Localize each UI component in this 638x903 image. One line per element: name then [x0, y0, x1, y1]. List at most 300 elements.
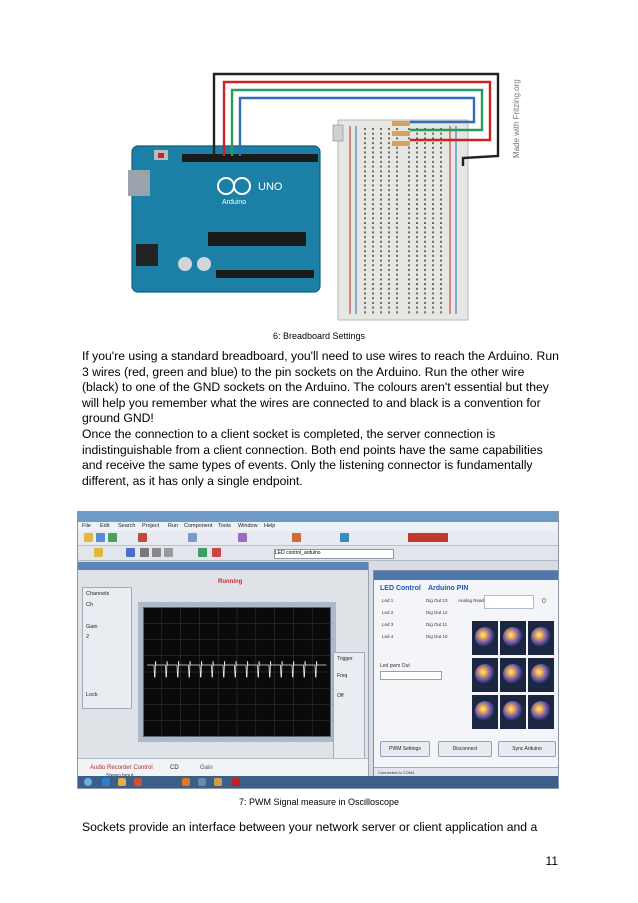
breadboard-hole [364, 128, 366, 130]
breadboard-hole [396, 264, 398, 266]
breadboard-hole [408, 302, 410, 304]
breadboard-hole [388, 161, 390, 163]
breadboard-hole [372, 137, 374, 139]
board-label-uno: UNO [258, 181, 283, 193]
pin-label-4: Dig Out 10 [426, 634, 448, 639]
breadboard-hole [424, 311, 426, 313]
led-control-heading: LED Control [380, 585, 421, 592]
stop-icon[interactable] [138, 533, 147, 542]
breadboard-hole [388, 217, 390, 219]
breadboard-hole [388, 147, 390, 149]
breadboard-hole [380, 288, 382, 290]
pdf-icon[interactable] [232, 778, 240, 786]
breadboard-hole [408, 128, 410, 130]
breadboard-hole [364, 152, 366, 154]
breadboard-hole [408, 184, 410, 186]
breadboard-hole [364, 307, 366, 309]
led-thumbnail [528, 695, 554, 729]
breadboard-hole [388, 236, 390, 238]
breadboard-hole [408, 152, 410, 154]
breadboard-hole [372, 260, 374, 262]
breadboard-hole [396, 288, 398, 290]
breadboard-hole [364, 302, 366, 304]
breadboard-hole [372, 208, 374, 210]
led-row-2[interactable]: Led 2 [382, 610, 394, 615]
breadboard-hole [416, 278, 418, 280]
ide-taskbar-icon[interactable] [214, 778, 222, 786]
lock-checkbox[interactable]: Lock [86, 692, 98, 698]
breadboard-hole [424, 231, 426, 233]
breadboard-hole [388, 194, 390, 196]
breadboard-hole [440, 133, 442, 135]
breadboard-hole [380, 302, 382, 304]
figure2-caption: 7: PWM Signal measure in Oscilloscope [238, 797, 400, 807]
breadboard-hole [380, 208, 382, 210]
breadboard-hole [388, 297, 390, 299]
analog-read-field [484, 595, 534, 609]
breadboard-hole [372, 250, 374, 252]
menu-file[interactable]: File [82, 523, 91, 529]
sync-arduino-button[interactable]: Sync Arduino [498, 741, 556, 757]
breadboard-hole [408, 283, 410, 285]
breadboard-hole [372, 288, 374, 290]
breadboard-hole [372, 246, 374, 248]
breadboard-hole [372, 264, 374, 266]
breadboard-hole [388, 222, 390, 224]
breadboard-hole [424, 241, 426, 243]
breadboard-hole [440, 264, 442, 266]
breadboard-hole [424, 170, 426, 172]
channel-panel [82, 587, 132, 709]
breadboard-hole [424, 147, 426, 149]
breadboard-hole [364, 213, 366, 215]
breadboard-hole [380, 227, 382, 229]
resistor [392, 121, 410, 126]
board-label-arduino: Arduino [222, 199, 247, 206]
breadboard-hole [416, 311, 418, 313]
breadboard-hole [416, 255, 418, 257]
breadboard-hole [432, 170, 434, 172]
breadboard-hole [380, 250, 382, 252]
breadboard-hole [440, 152, 442, 154]
breadboard-hole [416, 293, 418, 295]
led-thumbnail [500, 621, 526, 655]
breadboard-hole [408, 170, 410, 172]
breadboard-hole [396, 137, 398, 139]
save-icon[interactable] [108, 533, 117, 542]
pwm-select[interactable] [380, 671, 442, 680]
breadboard-hole [396, 170, 398, 172]
pin-label-1: Dig Out 13 [426, 598, 448, 603]
breadboard-hole [408, 161, 410, 163]
menu-project[interactable]: Project [142, 523, 160, 529]
breadboard-hole [364, 147, 366, 149]
breadboard-hole [380, 255, 382, 257]
breadboard-hole [408, 274, 410, 276]
breadboard-hole [424, 297, 426, 299]
breadboard-hole [416, 283, 418, 285]
breadboard-hole [432, 264, 434, 266]
breadboard-hole [372, 236, 374, 238]
breadboard-hole [416, 152, 418, 154]
oscilloscope-screenshot [77, 511, 559, 789]
pin-label-3: Dig Out 11 [426, 622, 448, 627]
breadboard-hole [396, 217, 398, 219]
breadboard-hole [364, 175, 366, 177]
breadboard-hole [380, 283, 382, 285]
menu-run[interactable]: Run [168, 523, 179, 529]
breadboard-hole [432, 302, 434, 304]
breadboard-hole [364, 184, 366, 186]
new-icon[interactable] [84, 533, 93, 542]
breadboard-hole [380, 274, 382, 276]
debug-icon[interactable] [238, 533, 247, 542]
breadboard-hole [440, 189, 442, 191]
breadboard-hole [388, 278, 390, 280]
pwm-settings-button[interactable]: PWM Settings [380, 741, 430, 757]
breadboard-hole [432, 246, 434, 248]
led-control-window [373, 570, 559, 779]
breadboard-hole [396, 203, 398, 205]
breadboard-hole [424, 288, 426, 290]
breadboard-hole [440, 222, 442, 224]
breadboard-hole [424, 217, 426, 219]
paragraph-sockets: Sockets provide an interface between your network server or client application and a [82, 820, 538, 834]
breadboard-hole [440, 147, 442, 149]
breadboard-hole [440, 227, 442, 229]
breadboard-hole [440, 203, 442, 205]
breadboard-hole [424, 194, 426, 196]
breadboard-hole [424, 246, 426, 248]
breadboard-hole [424, 227, 426, 229]
breadboard-hole [440, 180, 442, 182]
breadboard-hole [408, 246, 410, 248]
off-toggle[interactable]: Off [337, 693, 344, 699]
project-combo[interactable]: LED control_arduino [274, 549, 394, 559]
led-thumbnail [472, 695, 498, 729]
channels-label: Channels [86, 591, 110, 597]
breadboard-hole [380, 128, 382, 130]
breadboard-hole [408, 255, 410, 257]
breadboard-hole [416, 222, 418, 224]
breadboard-hole [416, 260, 418, 262]
breadboard-hole [372, 156, 374, 158]
media-icon[interactable] [134, 778, 142, 786]
app-icon[interactable] [198, 778, 206, 786]
breadboard-hole [372, 241, 374, 243]
breadboard-hole [396, 236, 398, 238]
breadboard-hole [440, 241, 442, 243]
breadboard-hole [416, 227, 418, 229]
breadboard-hole [432, 156, 434, 158]
halt-icon[interactable] [212, 548, 221, 557]
connection-status: Connected to COM4 [378, 770, 415, 775]
breadboard-hole [388, 175, 390, 177]
breadboard-hole [396, 166, 398, 168]
trigger-panel [333, 652, 365, 764]
breadboard-hole [440, 293, 442, 295]
breadboard-hole [396, 184, 398, 186]
breadboard-hole [432, 231, 434, 233]
breadboard-hole [372, 170, 374, 172]
breadboard-hole [388, 128, 390, 130]
breadboard-hole [416, 269, 418, 271]
menu-tools[interactable]: Tools [218, 523, 231, 529]
breadboard-hole [388, 269, 390, 271]
breadboard-hole [396, 208, 398, 210]
breadboard-hole [372, 175, 374, 177]
led-row-1[interactable]: Led 1 [382, 598, 394, 603]
breadboard-hole [396, 302, 398, 304]
paragraph-breadboard: If you're using a standard breadboard, you'll need to use wires to reach the Arduino. Run 3 wires (red, green and blue) to the pin sockets on the Arduino. Run the other wire (black) to one of the GND sockets on the Arduino. The colours aren't essential but they will help you remember what the wires are connected to and black is a convention for ground GND! [82, 349, 559, 426]
compile-icon[interactable] [188, 533, 197, 542]
breadboard-hole [372, 227, 374, 229]
figure1-caption: 6: Breadboard Settings [272, 331, 366, 341]
breadboard-hole [416, 231, 418, 233]
led-window-title-bar [374, 571, 559, 580]
breadboard-hole [408, 241, 410, 243]
breadboard-hole [424, 161, 426, 163]
menu-edit[interactable]: Edit [100, 523, 110, 529]
gain-value[interactable]: 2 [86, 634, 90, 640]
breadboard-hole [424, 260, 426, 262]
breadboard-hole [364, 269, 366, 271]
run-icon[interactable] [198, 548, 207, 557]
breadboard-hole [416, 213, 418, 215]
breadboard-hole [364, 222, 366, 224]
breadboard-hole [396, 156, 398, 158]
breadboard-hole [388, 184, 390, 186]
breadboard-hole [432, 283, 434, 285]
breadboard-hole [432, 278, 434, 280]
breadboard-hole [388, 152, 390, 154]
breadboard-hole [416, 297, 418, 299]
breadboard-hole [408, 217, 410, 219]
windows-taskbar [78, 776, 558, 788]
cd-tab[interactable]: CD [170, 765, 179, 771]
menu-window[interactable]: Window [238, 523, 258, 529]
fritzing-attribution: Made with Fritzing.org [512, 79, 521, 158]
page-number: 11 [545, 854, 558, 868]
breadboard-hole [372, 213, 374, 215]
breadboard-hole [388, 288, 390, 290]
menu-help[interactable]: Help [264, 523, 276, 529]
oscilloscope-title-bar [78, 562, 368, 570]
breadboard-hole [408, 189, 410, 191]
breadboard-hole [440, 156, 442, 158]
rgb-led [333, 125, 343, 141]
breadboard-hole [380, 184, 382, 186]
breadboard-hole [432, 227, 434, 229]
breadboard-hole [388, 227, 390, 229]
breadboard-hole [432, 307, 434, 309]
breadboard-hole [364, 293, 366, 295]
breadboard-hole [372, 161, 374, 163]
breadboard-hole [364, 156, 366, 158]
breadboard-hole [380, 311, 382, 313]
breadboard-hole [372, 147, 374, 149]
breadboard-hole [380, 180, 382, 182]
breadboard-hole [380, 175, 382, 177]
breadboard-hole [432, 269, 434, 271]
breadboard-hole [408, 208, 410, 210]
oscilloscope-window [78, 562, 369, 788]
breadboard-hole [416, 194, 418, 196]
channel-option[interactable]: Ch [86, 602, 94, 608]
led-row-3[interactable]: Led 3 [382, 622, 394, 627]
breadboard-hole [380, 170, 382, 172]
breadboard-hole [440, 170, 442, 172]
breadboard-hole [380, 307, 382, 309]
breadboard-hole [408, 203, 410, 205]
breadboard-hole [388, 170, 390, 172]
breadboard-hole [408, 222, 410, 224]
breadboard-hole [388, 260, 390, 262]
breadboard-hole [380, 231, 382, 233]
breadboard-hole [380, 161, 382, 163]
breadboard-hole [440, 269, 442, 271]
breadboard-hole [380, 264, 382, 266]
open-icon[interactable] [96, 533, 105, 542]
cut-icon[interactable] [140, 548, 149, 557]
breadboard-figure [128, 70, 521, 332]
breadboard-hole [364, 236, 366, 238]
breadboard-hole [388, 274, 390, 276]
breadboard-hole [416, 250, 418, 252]
breadboard-hole [408, 293, 410, 295]
breadboard-hole [388, 293, 390, 295]
breadboard-hole [372, 199, 374, 201]
breadboard-hole [408, 231, 410, 233]
breadboard-hole [408, 250, 410, 252]
explorer-icon[interactable] [118, 778, 126, 786]
breadboard-hole [440, 184, 442, 186]
breadboard-hole [372, 293, 374, 295]
breadboard-hole [396, 152, 398, 154]
breadboard-hole [388, 231, 390, 233]
breadboard-hole [408, 307, 410, 309]
breadboard-hole [380, 213, 382, 215]
breadboard-hole [372, 283, 374, 285]
breadboard-hole [396, 274, 398, 276]
breadboard-hole [440, 217, 442, 219]
breadboard-hole [364, 180, 366, 182]
breadboard-hole [364, 189, 366, 191]
breadboard-hole [424, 203, 426, 205]
resistor [392, 131, 410, 136]
breadboard-hole [440, 260, 442, 262]
breadboard-hole [432, 217, 434, 219]
breadboard-hole [380, 189, 382, 191]
breadboard-hole [364, 217, 366, 219]
folder-icon[interactable] [94, 548, 103, 557]
breadboard-hole [372, 152, 374, 154]
resistor [392, 141, 410, 146]
breadboard-hole [416, 274, 418, 276]
breadboard-hole [424, 213, 426, 215]
breadboard-hole [424, 180, 426, 182]
breadboard-hole [372, 307, 374, 309]
breadboard-hole [424, 274, 426, 276]
breadboard-hole [372, 203, 374, 205]
breadboard-hole [440, 297, 442, 299]
breadboard-hole [364, 194, 366, 196]
breadboard-hole [440, 175, 442, 177]
breadboard-hole [396, 283, 398, 285]
breadboard-hole [416, 156, 418, 158]
breadboard-hole [396, 147, 398, 149]
breadboard-hole [432, 161, 434, 163]
save-all-icon[interactable] [126, 548, 135, 557]
breadboard-hole [432, 274, 434, 276]
breadboard-hole [388, 241, 390, 243]
breadboard-hole [432, 255, 434, 257]
breadboard-hole [424, 278, 426, 280]
copy-icon[interactable] [152, 548, 161, 557]
firefox-icon[interactable] [182, 778, 190, 786]
breadboard-hole [372, 274, 374, 276]
breadboard-hole [416, 236, 418, 238]
led-row-4[interactable]: Led 4 [382, 634, 394, 639]
breadboard-hole [416, 246, 418, 248]
breadboard-hole [424, 133, 426, 135]
breadboard-hole [380, 278, 382, 280]
breadboard-hole [364, 231, 366, 233]
breadboard-hole [364, 311, 366, 313]
breadboard-hole [396, 297, 398, 299]
breadboard-hole [416, 302, 418, 304]
breadboard-hole [440, 161, 442, 163]
trigger-label: Trigger [337, 656, 353, 662]
menu-component[interactable]: Component [184, 523, 213, 529]
help-icon[interactable] [340, 533, 349, 542]
breadboard-hole [372, 217, 374, 219]
breadboard-hole [432, 203, 434, 205]
breadboard-hole [396, 307, 398, 309]
breadboard-hole [424, 293, 426, 295]
ie-icon[interactable] [102, 778, 110, 786]
breadboard-hole [408, 311, 410, 313]
breadboard-hole [440, 288, 442, 290]
breadboard-hole [440, 194, 442, 196]
ide-menu-bar [78, 522, 558, 531]
analog-read-label: Analog Read [458, 598, 485, 603]
breadboard-hole [372, 222, 374, 224]
breadboard-hole [432, 241, 434, 243]
breadboard-hole [424, 236, 426, 238]
breadboard-hole [372, 166, 374, 168]
menu-search[interactable]: Search [118, 523, 136, 529]
breadboard-hole [432, 236, 434, 238]
breadboard-hole [416, 147, 418, 149]
analog-read-value: 0 [542, 598, 546, 605]
led-thumbnail [472, 658, 498, 692]
breadboard-hole [388, 199, 390, 201]
breadboard-hole [408, 288, 410, 290]
paste-icon[interactable] [164, 548, 173, 557]
breadboard-hole [416, 170, 418, 172]
breadboard-hole [396, 241, 398, 243]
upload-icon[interactable] [292, 533, 301, 542]
breadboard-hole [380, 217, 382, 219]
breadboard-hole [408, 227, 410, 229]
start-icon[interactable] [84, 778, 92, 786]
breadboard-hole [364, 137, 366, 139]
breadboard-hole [396, 180, 398, 182]
breadboard-hole [388, 302, 390, 304]
disconnect-button[interactable]: Disconnect [438, 741, 492, 757]
breadboard-hole [372, 302, 374, 304]
